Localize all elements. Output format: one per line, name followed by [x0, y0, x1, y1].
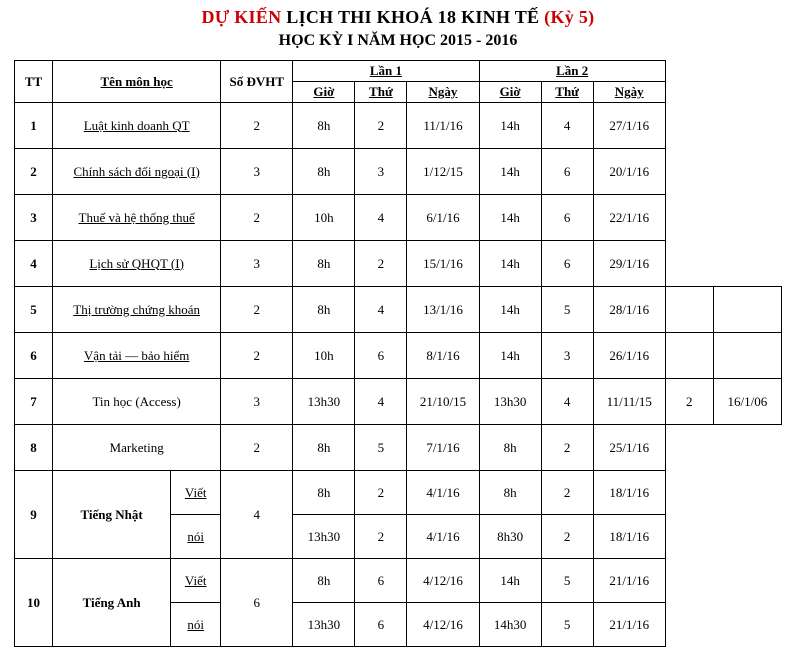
lan1-ngay: 21/10/15	[407, 379, 479, 425]
lan2-gio: 8h	[479, 425, 541, 471]
extra-col-2	[713, 603, 781, 647]
extra-col-1	[665, 425, 713, 471]
course-name: Thị trường chứng khoán	[53, 287, 221, 333]
lan2-gio: 13h30	[479, 379, 541, 425]
lan1-thu: 2	[355, 103, 407, 149]
extra-col-2	[713, 149, 781, 195]
lan1-gio: 13h30	[293, 515, 355, 559]
lan1-gio: 13h30	[293, 603, 355, 647]
course-credits: 2	[221, 333, 293, 379]
lan1-gio: 8h	[293, 241, 355, 287]
course-name: Lịch sử QHQT (I)	[53, 241, 221, 287]
header-lan1-gio: Giờ	[293, 82, 355, 103]
lan2-thu: 5	[541, 287, 593, 333]
lan1-thu: 2	[355, 241, 407, 287]
lan1-ngay: 6/1/16	[407, 195, 479, 241]
course-name: Chính sách đối ngoại (I)	[53, 149, 221, 195]
table-header	[15, 61, 782, 103]
extra-col-1	[665, 333, 713, 379]
table-row	[15, 195, 782, 241]
course-credits: 3	[221, 241, 293, 287]
lan2-gio: 8h30	[479, 515, 541, 559]
table-row	[15, 379, 782, 425]
lan2-thu: 6	[541, 241, 593, 287]
lan2-ngay: 28/1/16	[593, 287, 665, 333]
lan2-thu: 3	[541, 333, 593, 379]
lan2-ngay: 20/1/16	[593, 149, 665, 195]
lan2-ngay: 26/1/16	[593, 333, 665, 379]
extra-col-2	[713, 515, 781, 559]
extra-col-1	[665, 471, 713, 515]
course-credits: 2	[221, 425, 293, 471]
header-lan2: Lần 2	[479, 61, 665, 82]
course-name: Thuế và hệ thống thuế	[53, 195, 221, 241]
extra-col-1	[665, 287, 713, 333]
extra-col-1	[665, 515, 713, 559]
lan2-thu: 6	[541, 195, 593, 241]
header-extra2	[713, 61, 781, 103]
lan2-ngay: 18/1/16	[593, 471, 665, 515]
lan2-gio: 14h	[479, 559, 541, 603]
lan1-thu: 2	[355, 471, 407, 515]
lan1-ngay: 8/1/16	[407, 333, 479, 379]
extra-col-2: 16/1/06	[713, 379, 781, 425]
lan2-gio: 14h30	[479, 603, 541, 647]
extra-col-1	[665, 559, 713, 603]
lan2-thu: 2	[541, 515, 593, 559]
lan1-thu: 4	[355, 379, 407, 425]
extra-col-1	[665, 195, 713, 241]
lan1-ngay: 4/12/16	[407, 603, 479, 647]
extra-col-2	[713, 103, 781, 149]
lan2-thu: 4	[541, 103, 593, 149]
extra-col-1	[665, 149, 713, 195]
lan2-gio: 14h	[479, 241, 541, 287]
header-extra1	[665, 61, 713, 103]
lan1-ngay: 7/1/16	[407, 425, 479, 471]
course-credits: 2	[221, 287, 293, 333]
lan2-thu: 5	[541, 559, 593, 603]
lan2-ngay: 18/1/16	[593, 515, 665, 559]
table-row	[15, 103, 782, 149]
table-body	[15, 103, 782, 647]
header-lan1-ngay: Ngày	[407, 82, 479, 103]
header-tt: TT	[15, 61, 53, 103]
title-part-main: LỊCH THI KHOÁ 18 KINH TẾ	[286, 7, 540, 27]
extra-col-2	[713, 471, 781, 515]
course-name: Marketing	[53, 425, 221, 471]
title-block	[0, 0, 796, 52]
row-number: 9	[15, 471, 53, 559]
lan2-thu: 6	[541, 149, 593, 195]
lan2-thu: 4	[541, 379, 593, 425]
extra-col-1	[665, 603, 713, 647]
course-subpart-label: nói	[171, 603, 221, 647]
table-row	[15, 333, 782, 379]
lan2-gio: 14h	[479, 149, 541, 195]
lan1-thu: 6	[355, 603, 407, 647]
row-number: 7	[15, 379, 53, 425]
row-number: 4	[15, 241, 53, 287]
lan2-gio: 8h	[479, 471, 541, 515]
lan2-thu: 2	[541, 471, 593, 515]
extra-col-2	[713, 287, 781, 333]
extra-col-2	[713, 425, 781, 471]
row-number: 5	[15, 287, 53, 333]
table-row	[15, 241, 782, 287]
lan1-ngay: 4/1/16	[407, 515, 479, 559]
course-credits: 6	[221, 559, 293, 647]
lan1-gio: 8h	[293, 103, 355, 149]
lan2-gio: 14h	[479, 333, 541, 379]
table-row	[15, 287, 782, 333]
header-lan1-thu: Thứ	[355, 82, 407, 103]
lan1-gio: 8h	[293, 425, 355, 471]
lan2-ngay: 22/1/16	[593, 195, 665, 241]
course-name: Vận tải — bảo hiểm	[53, 333, 221, 379]
extra-col-2	[713, 333, 781, 379]
header-credits: Số ĐVHT	[221, 61, 293, 103]
extra-col-2	[713, 195, 781, 241]
document-subtitle: HỌC KỲ I NĂM HỌC 2015 - 2016	[278, 32, 518, 49]
lan2-gio: 14h	[479, 287, 541, 333]
row-number: 6	[15, 333, 53, 379]
table-row	[15, 149, 782, 195]
lan1-ngay: 1/12/15	[407, 149, 479, 195]
extra-col-1	[665, 103, 713, 149]
course-credits: 3	[221, 149, 293, 195]
lan2-ngay: 27/1/16	[593, 103, 665, 149]
course-credits: 3	[221, 379, 293, 425]
lan1-thu: 6	[355, 333, 407, 379]
lan1-ngay: 13/1/16	[407, 287, 479, 333]
lan2-ngay: 11/11/15	[593, 379, 665, 425]
row-number: 8	[15, 425, 53, 471]
header-lan2-gio: Giờ	[479, 82, 541, 103]
extra-col-1: 2	[665, 379, 713, 425]
exam-schedule-table	[14, 60, 782, 647]
extra-col-2	[713, 241, 781, 287]
lan1-gio: 8h	[293, 559, 355, 603]
lan2-ngay: 21/1/16	[593, 603, 665, 647]
lan2-thu: 5	[541, 603, 593, 647]
row-number: 3	[15, 195, 53, 241]
lan2-ngay: 21/1/16	[593, 559, 665, 603]
header-lan2-thu: Thứ	[541, 82, 593, 103]
document-title-line1	[0, 6, 796, 28]
lan1-ngay: 4/1/16	[407, 471, 479, 515]
lan2-thu: 2	[541, 425, 593, 471]
lan2-gio: 14h	[479, 103, 541, 149]
course-name: Tiếng Anh	[53, 559, 171, 647]
extra-col-2	[713, 559, 781, 603]
lan1-gio: 10h	[293, 333, 355, 379]
lan1-ngay: 15/1/16	[407, 241, 479, 287]
lan1-thu: 3	[355, 149, 407, 195]
lan1-gio: 8h	[293, 287, 355, 333]
course-credits: 4	[221, 471, 293, 559]
extra-col-1	[665, 241, 713, 287]
title-part-du-kien: DỰ KIẾN	[201, 7, 282, 27]
lan2-ngay: 25/1/16	[593, 425, 665, 471]
lan1-gio: 8h	[293, 471, 355, 515]
lan2-ngay: 29/1/16	[593, 241, 665, 287]
header-row-1	[15, 61, 782, 82]
title-part-ky: (Kỳ 5)	[544, 7, 595, 27]
course-name: Tiếng Nhật	[53, 471, 171, 559]
table-row	[15, 425, 782, 471]
row-number: 1	[15, 103, 53, 149]
course-credits: 2	[221, 195, 293, 241]
course-name: Luật kinh doanh QT	[53, 103, 221, 149]
header-lan1: Lần 1	[293, 61, 479, 82]
header-course: Tên môn học	[53, 61, 221, 103]
table-row	[15, 559, 782, 603]
row-number: 2	[15, 149, 53, 195]
lan1-thu: 6	[355, 559, 407, 603]
lan1-gio: 10h	[293, 195, 355, 241]
lan1-ngay: 4/12/16	[407, 559, 479, 603]
lan1-ngay: 11/1/16	[407, 103, 479, 149]
table-row	[15, 471, 782, 515]
course-name: Tin học (Access)	[53, 379, 221, 425]
lan1-gio: 8h	[293, 149, 355, 195]
course-subpart-label: nói	[171, 515, 221, 559]
header-lan2-ngay: Ngày	[593, 82, 665, 103]
lan2-gio: 14h	[479, 195, 541, 241]
lan1-thu: 4	[355, 195, 407, 241]
lan1-thu: 2	[355, 515, 407, 559]
row-number: 10	[15, 559, 53, 647]
course-credits: 2	[221, 103, 293, 149]
lan1-thu: 5	[355, 425, 407, 471]
lan1-thu: 4	[355, 287, 407, 333]
lan1-gio: 13h30	[293, 379, 355, 425]
course-subpart-label: Viết	[171, 559, 221, 603]
course-subpart-label: Viết	[171, 471, 221, 515]
